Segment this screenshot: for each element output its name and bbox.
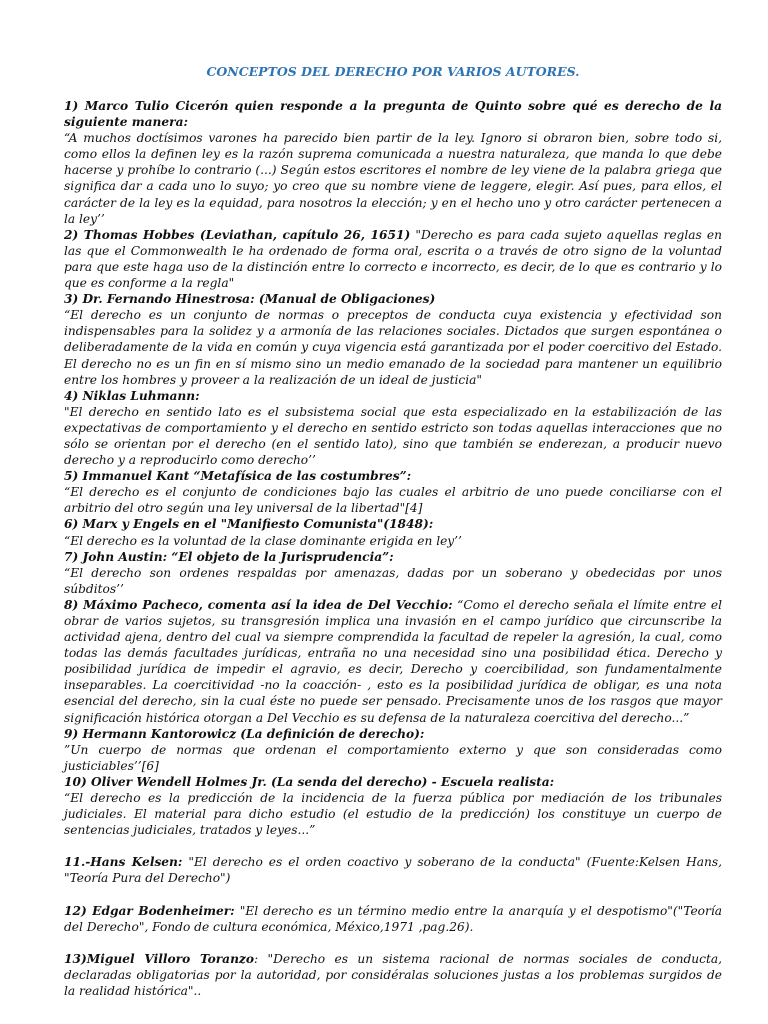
entry-quote: : "Derecho es un sistema racional de normas sociales de conducta, declaradas obligatorias por la autoridad, por considéralas soluciones justas a los problemas surgidos de la realidad histórica"..: [64, 951, 722, 998]
entry-quote: “El derecho es un conjunto de normas o preceptos de conducta cuya existencia y efectividad son indispensables para la solidez y a armonía de las relaciones sociales. Dictados que surgen espontánea o deliberadamente de la vida en común y cuya vigencia está garantizada por el poder coercitivo del Estado. El derecho no es un fin en sí mismo sino un medio emanado de la sociedad para mantener un equilibrio entre los hombres y proveer a la realización de un ideal de justicia": [64, 308, 722, 387]
entry-heading: 5) Immanuel Kant “Metafísica de las costumbres”:: [64, 469, 412, 484]
entry-quote: “Como el derecho señala el límite entre el obrar de varios sujetos, su transgresión implica una invasión en el campo jurídico que circunscribe la actividad ajena, dentro del cual va siempre comprendida la facultad de repeler la agresión, la cual, como todas las demás facultades jurídicas, entraña no una necesidad sino una posibilidad ética. Derecho y posibilidad jurídica de impedir el agravio, es decir, Derecho y coercibilidad, son fundamentalmente inseparables. La coercitividad -no la coacción- , esto es la posibilidad jurídica de obligar, es una nota esencial del derecho, sin la cual éste no puede ser pensado. Precisamente unos de los rasgos que mayor significación histórica otorgan a Del Vecchio es su defensa de la naturaleza coercitiva del derecho...”: [64, 597, 723, 725]
entry-quote: ”Un cuerpo de normas que ordenan el comportamiento externo y que son consideradas como justiciables’’[6]: [64, 742, 722, 773]
entry-heading: 9) Hermann Kantorowicz (La definición de derecho):: [64, 726, 425, 741]
entry-heading: 1) Marco Tulio Cicerón quien responde a la pregunta de Quinto sobre qué es derecho de la siguiente manera:: [64, 99, 722, 130]
entry-ciceron: [64, 98, 722, 227]
entry-quote: "Derecho es para cada sujeto aquellas reglas en las que el Commonwealth le ha ordenado de forma oral, escrita o a través de otro signo de la voluntad para que este haga uso de la distinción entre lo correcto e incorrecto, es decir, de lo que es contrario y lo que es conforme a la regla": [64, 227, 722, 291]
entry-heading: 11.-Hans Kelsen:: [64, 855, 183, 870]
entry-heading: 3) Dr. Fernando Hinestrosa: (Manual de Obligaciones): [64, 292, 436, 307]
entry-heading: 4) Niklas Luhmann:: [64, 388, 200, 403]
document-title: CONCEPTOS DEL DERECHO POR VARIOS AUTORES.: [206, 64, 580, 79]
entry-marx-engels: [64, 516, 722, 548]
entry-quote: "El derecho en sentido lato es el subsistema social que esta especializado en la estabilización de las expectativas de comportamiento y el derecho en sentido estricto son todas aquellas interacciones que no sólo se orientan por el derecho (en el sentido lato), sino que también se enderezan, a producir nuevo derecho y a reproducirlo como derecho’’: [64, 404, 722, 468]
entry-bodenheimer: [64, 903, 722, 935]
entry-heading: 12) Edgar Bodenheimer:: [64, 903, 235, 918]
entry-heading: 7) John Austin: “El objeto de la Jurisprudencia”:: [64, 549, 394, 564]
entry-holmes: [64, 774, 722, 838]
entry-heading: 8) Máximo Pacheco, comenta así la idea de Del Vecchio:: [64, 597, 453, 612]
entry-heading: 2) Thomas Hobbes (Leviathan, capítulo 26, 1651): [64, 227, 411, 242]
entry-villoro: [64, 951, 722, 999]
entry-quote: “El derecho es el conjunto de condiciones bajo las cuales el arbitrio de uno puede conciliarse con el arbitrio del otro según una ley universal de la libertad"[4]: [64, 485, 722, 516]
entry-hinestrosa: [64, 291, 722, 388]
entry-quote: “A muchos doctísimos varones ha parecido bien partir de la ley. Ignoro si obraron bien, sobre todo si, como ellos la definen ley es la razón suprema comunicada a nuestra naturaleza, que manda lo que debe hacerse y prohíbe lo contrario (...) Según estos escritores el nombre de ley viene de la palabra griega que significa dar a cada uno lo suyo; yo creo que su nombre viene de leggere, elegir. Así pues, para ellos, el carácter de la ley es la equidad, para nosotros la elección; y en el hecho uno y otro carácter pertenecen a la ley’’: [64, 131, 722, 226]
entry-austin: [64, 549, 722, 597]
entry-quote: "El derecho es un término medio entre la anarquía y el despotismo"("Teoría del Derecho", Fondo de cultura económica, México,1971 ,pag.26).: [64, 903, 722, 934]
entry-quote: “El derecho es la predicción de la incidencia de la fuerza pública por mediación de los tribunales judiciales. El material para dicho estudio (el estudio de la predicción) los constituye un cuerpo de sentencias judiciales, tratados y leyes...”: [64, 791, 722, 838]
entry-heading: 13)Miguel Villoro Toranzo: [64, 951, 254, 966]
entry-quote: “El derecho son ordenes respaldas por amenazas, dadas por un soberano y obedecidas por unos súbditos’’: [64, 565, 722, 596]
entry-kantorowicz: [64, 726, 722, 774]
entry-heading: 6) Marx y Engels en el "Manifiesto Comunista"(1848):: [64, 517, 434, 532]
entry-quote: “El derecho es la voluntad de la clase dominante erigida en ley’’: [64, 533, 462, 548]
entry-quote: "El derecho es el orden coactivo y soberano de la conducta" (Fuente:Kelsen Hans, "Teoría Pura del Derecho"): [64, 855, 722, 886]
entry-luhmann: [64, 388, 722, 468]
entry-pacheco: [64, 597, 722, 726]
entry-kelsen: [64, 854, 722, 886]
entry-hobbes: [64, 227, 722, 291]
entry-heading: 10) Oliver Wendell Holmes Jr. (La senda del derecho) - Escuela realista:: [64, 774, 555, 789]
entry-kant: [64, 468, 722, 516]
